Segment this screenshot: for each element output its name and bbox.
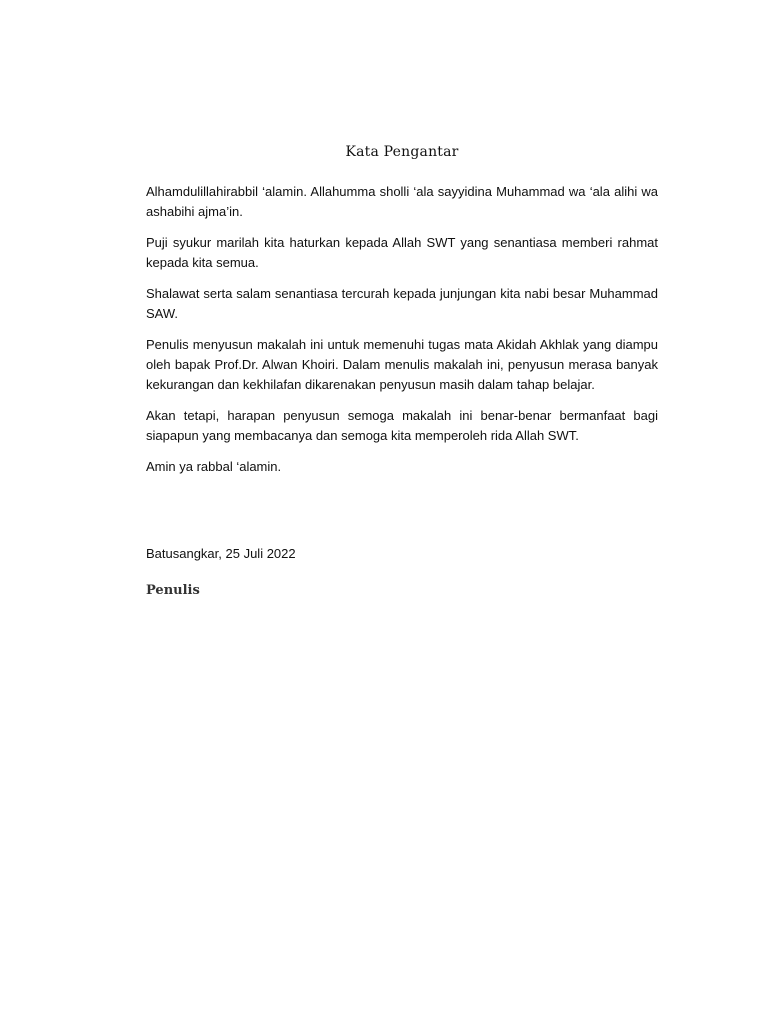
- author-signature: Penulis: [146, 583, 200, 598]
- document-body: [146, 182, 658, 488]
- place-and-date: Batusangkar, 25 Juli 2022: [146, 546, 296, 561]
- paragraph-gratitude: Puji syukur marilah kita haturkan kepada Allah SWT yang senantiasa memberi rahmat kepada kita semua.: [146, 235, 658, 270]
- paragraph-shalawat: Shalawat serta salam senantiasa tercurah kepada junjungan kita nabi besar Muhammad SAW.: [146, 286, 658, 321]
- paragraph-closing-prayer: Amin ya rabbal ‘alamin.: [146, 459, 282, 474]
- paragraph-opening-prayer: Alhamdulillahirabbil ‘alamin. Allahumma sholli ‘ala sayyidina Muhammad wa ‘ala alihi wa ashabihi ajma’in.: [146, 184, 658, 219]
- paragraph-hope: Akan tetapi, harapan penyusun semoga makalah ini benar-benar bermanfaat bagi siapapun yang membacanya dan semoga kita memperoleh rida Allah SWT.: [146, 408, 658, 443]
- document-title: Kata Pengantar: [345, 144, 459, 160]
- paragraph-purpose: Penulis menyusun makalah ini untuk memenuhi tugas mata Akidah Akhlak yang diampu oleh bapak Prof.Dr. Alwan Khoiri. Dalam menulis makalah ini, penyusun merasa banyak kekurangan dan kekhilafan dikarenakan penyusun masih dalam tahap belajar.: [146, 337, 658, 392]
